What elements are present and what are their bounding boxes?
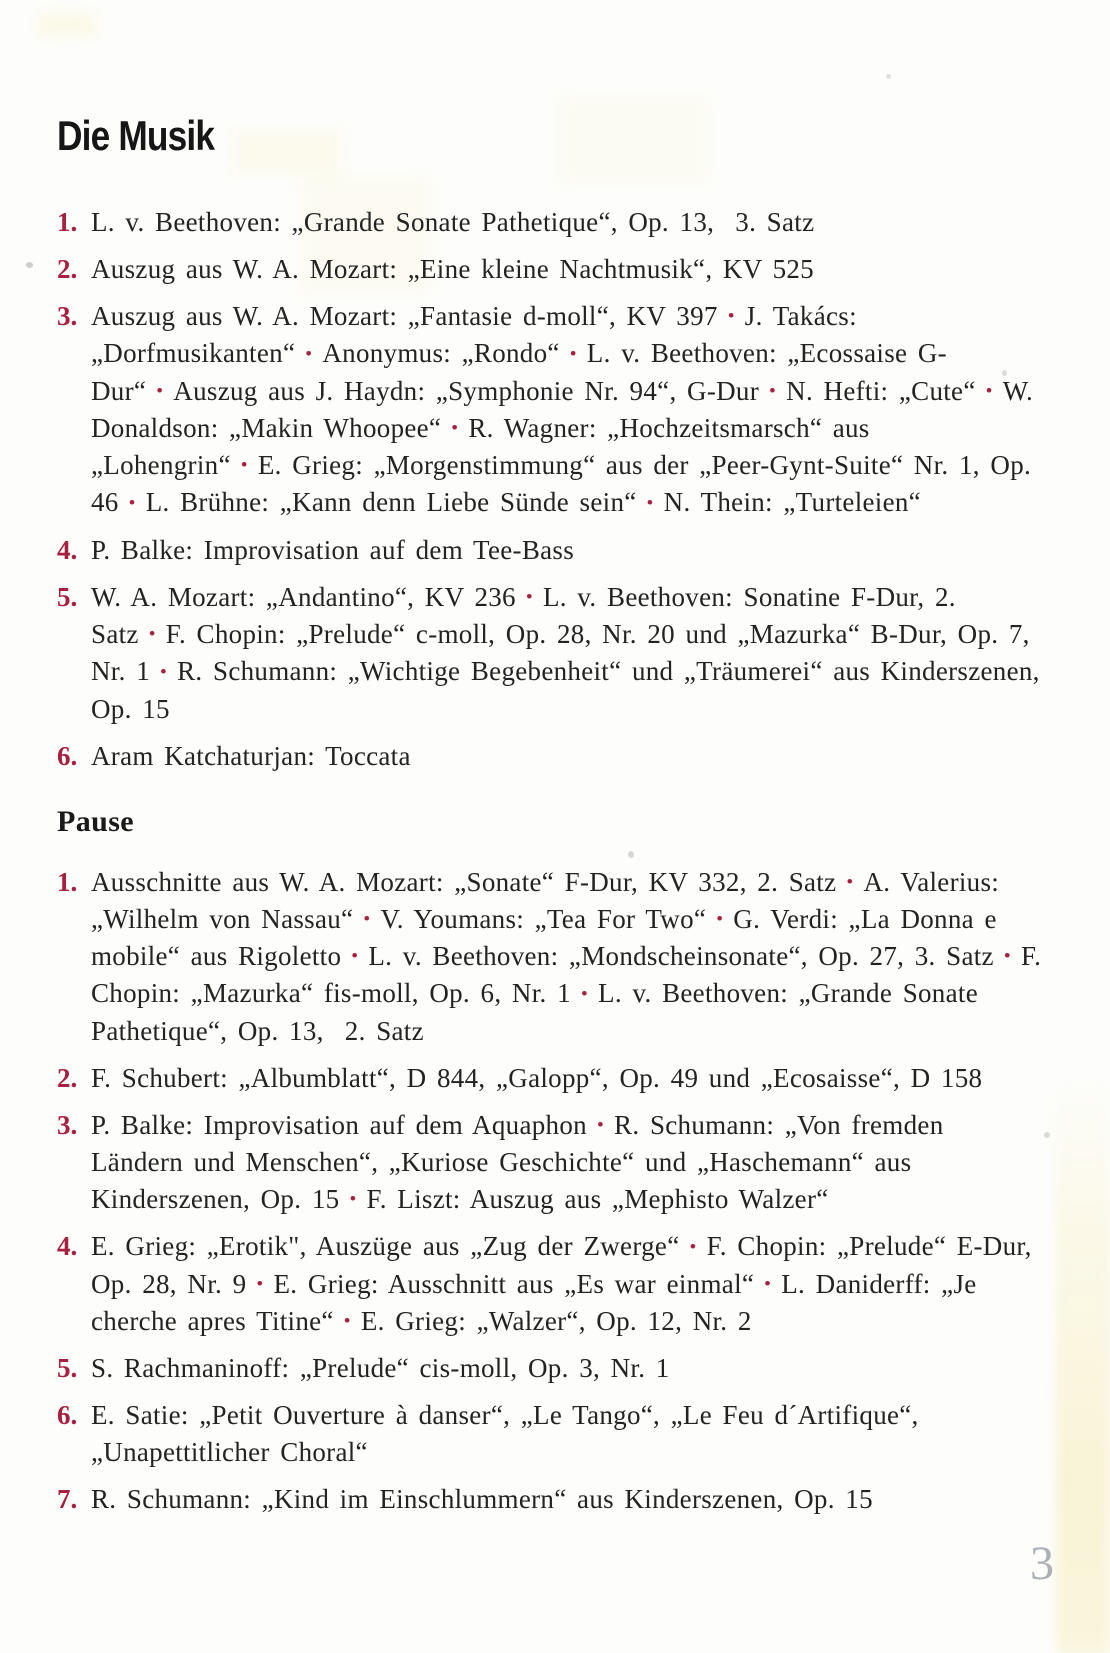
page-content [0,112,1110,1518]
item-number: 3. [57,301,78,331]
bullet-separator-icon: • [363,909,371,931]
program-item [57,1060,1050,1097]
item-number: 4. [57,1231,78,1262]
program-item [57,251,1050,288]
bullet-separator-icon: • [156,380,164,402]
program-section [57,802,1050,1519]
program-item [57,1397,1050,1471]
bullet-separator-icon: • [525,586,533,608]
item-text: S. Rachmaninoff: „Prelude“ cis-moll, Op. 3, Nr. 1 [91,1353,670,1384]
bullet-separator-icon: • [240,455,248,477]
bullet-separator-icon: • [256,1273,264,1295]
item-text: Auszug aus W. A. Mozart: „Fantasie d-moll“, KV 397 • J. Takács: „Dorfmusikanten“ • Anonymus: „Rondo“ • L. v. Beethoven: „Ecossaise G-Dur“ • Auszug aus J. Haydn: „Symphonie Nr. 94“, G-Dur • N. Hefti: „Cute“ • W. Donaldson: „Makin Whoopee“ • R. Wagner: „Hochzeitsmarsch“ aus „Lohengrin“ • E. Grieg: „Morgenstimmung“ aus der „Peer-Gynt-Suite“ Nr. 1, Op. 46 • L. Brühne: „Kann denn Liebe Sünde sein“ • N. Thein: „Turteleien“ [91,301,1044,518]
page-number: 3 [1030,1537,1054,1590]
item-number: 1. [57,207,78,237]
page-title: Die Musik [57,112,215,159]
item-number: 5. [57,1353,78,1384]
item-number: 4. [57,534,78,565]
bullet-separator-icon: • [716,909,724,931]
item-text: P. Balke: Improvisation auf dem Tee-Bass [91,534,575,565]
item-number: 6. [57,740,78,771]
item-number: 1. [57,866,78,897]
bullet-separator-icon: • [580,983,589,1005]
item-text: Aram Katchaturjan: Toccata [91,740,411,771]
item-number: 6. [57,1400,78,1431]
item-text: R. Schumann: „Kind im Einschlummern“ aus Kinderszenen, Op. 15 [91,1484,873,1515]
item-number: 5. [57,581,78,612]
item-text: Ausschnitte aus W. A. Mozart: „Sonate“ F-Dur, KV 332, 2. Satz • A. Valerius: „Wilhelm von Nassau“ • V. Youmans: „Tea For Two“ • G. Verdi: „La Donna e mobile“ aus Rigoletto • L. v. Beethoven: „Mondscheinsonate“, Op. 27, 3. Satz • F. Chopin: „Mazurka“ fis-moll, Op. 6, Nr. 1 • L. v. Beethoven: „Grande Sonate Pathetique“, Op. 13, 2. Satz [91,866,1052,1046]
section-heading: Pause [57,804,134,838]
item-text: E. Satie: „Petit Ouverture à danser“, „Le Tango“, „Le Feu d´Artifique“, „Unapettitlicher Choral“ [91,1400,930,1468]
program-item [57,1481,1050,1518]
program-item [57,298,1050,522]
scan-speck [886,74,891,79]
item-text: P. Balke: Improvisation auf dem Aquaphon • R. Schumann: „Von fremden Ländern und Menschen“, „Kuriose Geschichte“ und „Haschemann“ aus Kinderszenen, Op. 15 • F. Liszt: Auszug aus „Mephisto Walzer“ [91,1109,955,1214]
bullet-separator-icon: • [569,343,577,365]
program-item [57,579,1050,728]
bullet-separator-icon: • [596,1114,605,1136]
program-section [57,204,1050,775]
bullet-separator-icon: • [689,1236,697,1258]
item-number: 3. [57,1109,78,1140]
bullet-separator-icon: • [646,492,654,514]
item-number: 2. [57,254,78,284]
program-item [57,1350,1050,1387]
bullet-separator-icon: • [451,418,459,440]
item-number: 7. [57,1484,78,1515]
scan-stain [38,13,96,36]
program-sections [57,204,1050,1518]
program-item [57,1107,1050,1219]
item-text: Auszug aus W. A. Mozart: „Eine kleine Nachtmusik“, KV 525 [91,254,814,284]
bullet-separator-icon: • [349,1189,357,1211]
bullet-separator-icon: • [148,624,156,646]
item-text: E. Grieg: „Erotik", Auszüge aus „Zug der Zwerge“ • F. Chopin: „Prelude“ E-Dur, Op. 28, Nr. 9 • E. Grieg: Ausschnitt aus „Es war einmal“ • L. Daniderff: „Je cherche apres Titine“ • E. Grieg: „Walzer“, Op. 12, Nr. 2 [91,1231,1043,1336]
program-item [57,738,1050,775]
bullet-separator-icon: • [769,380,777,402]
bullet-separator-icon: • [1003,946,1011,968]
program-item [57,532,1050,569]
bullet-separator-icon: • [305,343,313,365]
item-text: L. v. Beethoven: „Grande Sonate Pathetique“, Op. 13, 3. Satz [91,207,815,237]
program-item [57,1228,1050,1340]
program-item [57,204,1050,241]
bullet-separator-icon: • [764,1273,772,1295]
bullet-separator-icon: • [343,1311,351,1333]
item-text: W. A. Mozart: „Andantino“, KV 236 • L. v. Beethoven: Sonatine F-Dur, 2. Satz • F. Chopin: „Prelude“ c-moll, Op. 28, Nr. 20 und „Mazurka“ B-Dur, Op. 7, Nr. 1 • R. Schumann: „Wichtige Begebenheit“ und „Träumerei“ aus Kinderszenen, Op. 15 [91,581,1051,724]
bullet-separator-icon: • [727,306,735,328]
bullet-separator-icon: • [985,380,993,402]
program-item [57,864,1050,1050]
item-text: F. Schubert: „Albumblatt“, D 844, „Galopp“, Op. 49 und „Ecosaisse“, D 158 [91,1062,983,1093]
bullet-separator-icon: • [846,871,854,893]
bullet-separator-icon: • [128,492,136,514]
item-number: 2. [57,1062,78,1093]
bullet-separator-icon: • [351,946,359,968]
bullet-separator-icon: • [160,661,168,683]
